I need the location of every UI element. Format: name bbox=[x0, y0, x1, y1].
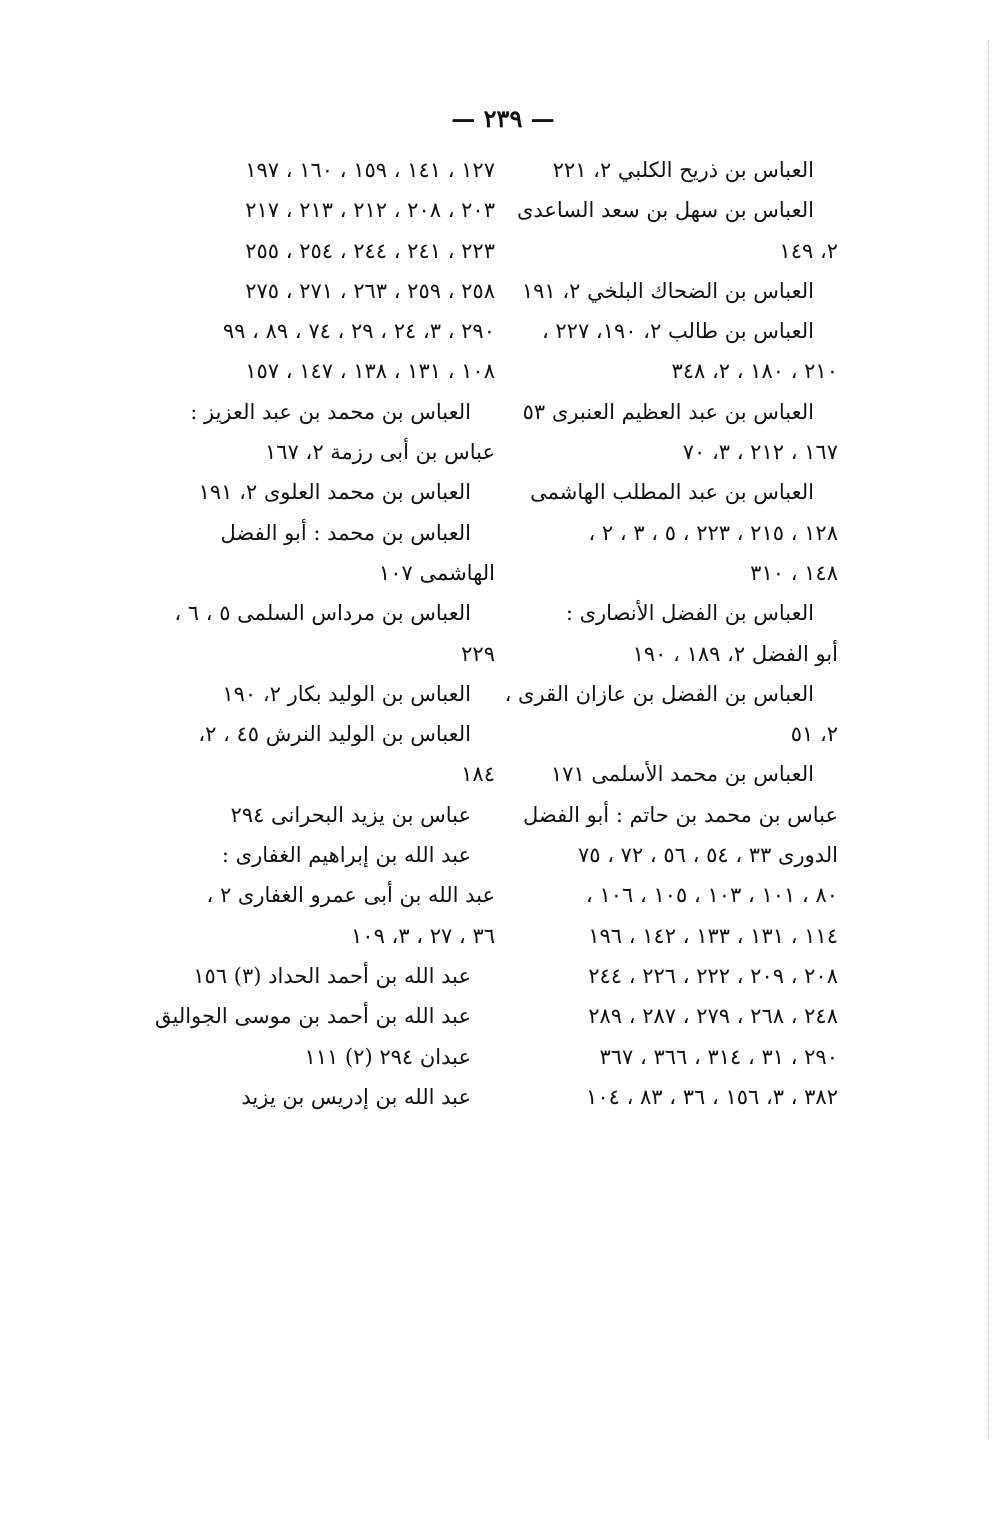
index-line: العباس بن مرداس السلمى ٥ ، ٦ ، bbox=[174, 601, 471, 626]
index-line: عبد الله بن أبى عمرو الغفارى ٢ ، bbox=[206, 883, 495, 908]
index-line: ٨٠ ، ١٠١ ، ١٠٣ ، ١٠٥ ، ١٠٦ ، bbox=[586, 883, 838, 908]
index-line: العباس بن محمد : أبو الفضل bbox=[220, 520, 471, 545]
index-line: عبدان ٢٩٤ (٢) ١١١ bbox=[304, 1044, 471, 1069]
index-line: ٢، ١٤٩ bbox=[779, 238, 838, 263]
margin-rule bbox=[988, 40, 989, 1440]
index-line: العباس بن طالب ٢، ١٩٠، ٢٢٧ ، bbox=[541, 319, 814, 344]
index-line: عبد الله بن أحمد بن موسى الجواليق bbox=[155, 1004, 471, 1029]
index-line: ٢١٠ ، ١٨٠ ، ٢، ٣٤٨ bbox=[671, 359, 838, 384]
index-line: ٣٨٢ ، ٣، ١٥٦ ، ٣٦ ، ٨٣ ، ١٠٤ bbox=[586, 1084, 838, 1109]
index-line: ٢٢٣ ، ٢٤١ ، ٢٤٤ ، ٢٥٤ ، ٢٥٥ bbox=[245, 238, 495, 263]
index-line: ١١٤ ، ١٣١ ، ١٣٣ ، ١٤٢ ، ١٩٦ bbox=[588, 923, 838, 948]
index-line: ٢٩٠ ، ٣، ٢٤ ، ٢٩ ، ٧٤ ، ٨٩ ، ٩٩ bbox=[222, 319, 495, 344]
index-line: ٢٢٩ bbox=[461, 641, 495, 666]
index-line: ١٨٤ bbox=[461, 762, 495, 787]
index-line: ١٦٧ ، ٢١٢ ، ٣، ٧٠ bbox=[682, 440, 838, 465]
index-line: عباس بن أبى رزمة ٢، ١٦٧ bbox=[265, 440, 495, 465]
index-line: العباس بن عبد المطلب الهاشمى bbox=[530, 480, 814, 505]
index-line: ٢٤٨ ، ٢٦٨ ، ٢٧٩ ، ٢٨٧ ، ٢٨٩ bbox=[588, 1004, 838, 1029]
page-number: — ٢٣٩ — bbox=[451, 104, 555, 133]
index-line: العباس بن محمد بن عبد العزيز : bbox=[190, 399, 471, 424]
index-line: عباس بن محمد بن حاتم : أبو الفضل bbox=[522, 802, 838, 827]
index-column-right bbox=[504, 150, 838, 1117]
index-column-left bbox=[155, 150, 495, 1117]
index-line: ٢، ٥١ bbox=[790, 722, 838, 747]
index-line: أبو الفضل ٢، ١٨٩ ، ١٩٠ bbox=[632, 641, 838, 666]
index-line: عبد الله بن إدريس بن يزيد bbox=[241, 1084, 471, 1109]
index-line: العباس بن الوليد بكار ٢، ١٩٠ bbox=[222, 681, 471, 706]
index-line: الدورى ٣٣ ، ٥٤ ، ٥٦ ، ٧٢ ، ٧٥ bbox=[577, 843, 838, 868]
index-line: ٢٩٠ ، ٣١ ، ٣١٤ ، ٣٦٦ ، ٣٦٧ bbox=[599, 1044, 838, 1069]
index-line: الهاشمى ١٠٧ bbox=[378, 560, 495, 585]
index-line: العباس بن الضحاك البلخي ٢، ١٩١ bbox=[521, 278, 814, 303]
index-line: ٢٠٨ ، ٢٠٩ ، ٢٢٢ ، ٢٢٦ ، ٢٤٤ bbox=[588, 963, 838, 988]
index-line: العباس بن عبد العظيم العنبرى ٥٣ bbox=[522, 399, 814, 424]
index-line: ٣٦ ، ٢٧ ، ٣، ١٠٩ bbox=[351, 923, 495, 948]
index-line: العباس بن الفضل بن عازان القرى ، bbox=[504, 681, 814, 706]
index-line: ١٢٧ ، ١٤١ ، ١٥٩ ، ١٦٠ ، ١٩٧ bbox=[245, 158, 495, 182]
index-line: العباس بن محمد الأسلمى ١٧١ bbox=[550, 762, 814, 787]
index-line: العباس بن محمد العلوى ٢، ١٩١ bbox=[198, 480, 471, 505]
index-line: عبد الله بن إبراهيم الغفارى : bbox=[221, 843, 471, 868]
index-line: ٢٠٣ ، ٢٠٨ ، ٢١٢ ، ٢١٣ ، ٢١٧ bbox=[245, 198, 495, 223]
index-line: العباس بن سهل بن سعد الساعدى bbox=[516, 198, 814, 223]
index-line: ١٤٨ ، ٣١٠ bbox=[750, 560, 838, 585]
index-line: العباس بن الوليد النرش ٤٥ ، ٢، bbox=[198, 722, 471, 747]
index-line: العباس بن ذريح الكلبي ٢، ٢٢١ bbox=[552, 158, 814, 182]
index-line: ١٠٨ ، ١٣١ ، ١٣٨ ، ١٤٧ ، ١٥٧ bbox=[245, 359, 495, 384]
index-line: ٢٥٨ ، ٢٥٩ ، ٢٦٣ ، ٢٧١ ، ٢٧٥ bbox=[245, 278, 495, 303]
index-line: عباس بن يزيد البحرانى ٢٩٤ bbox=[230, 802, 471, 827]
index-line: العباس بن الفضل الأنصارى : bbox=[565, 601, 814, 626]
index-line: ١٢٨ ، ٢١٥ ، ٢٢٣ ، ٥ ، ٣ ، ٢ ، bbox=[588, 520, 838, 545]
index-line: عبد الله بن أحمد الحداد (٣) ١٥٦ bbox=[193, 963, 471, 988]
